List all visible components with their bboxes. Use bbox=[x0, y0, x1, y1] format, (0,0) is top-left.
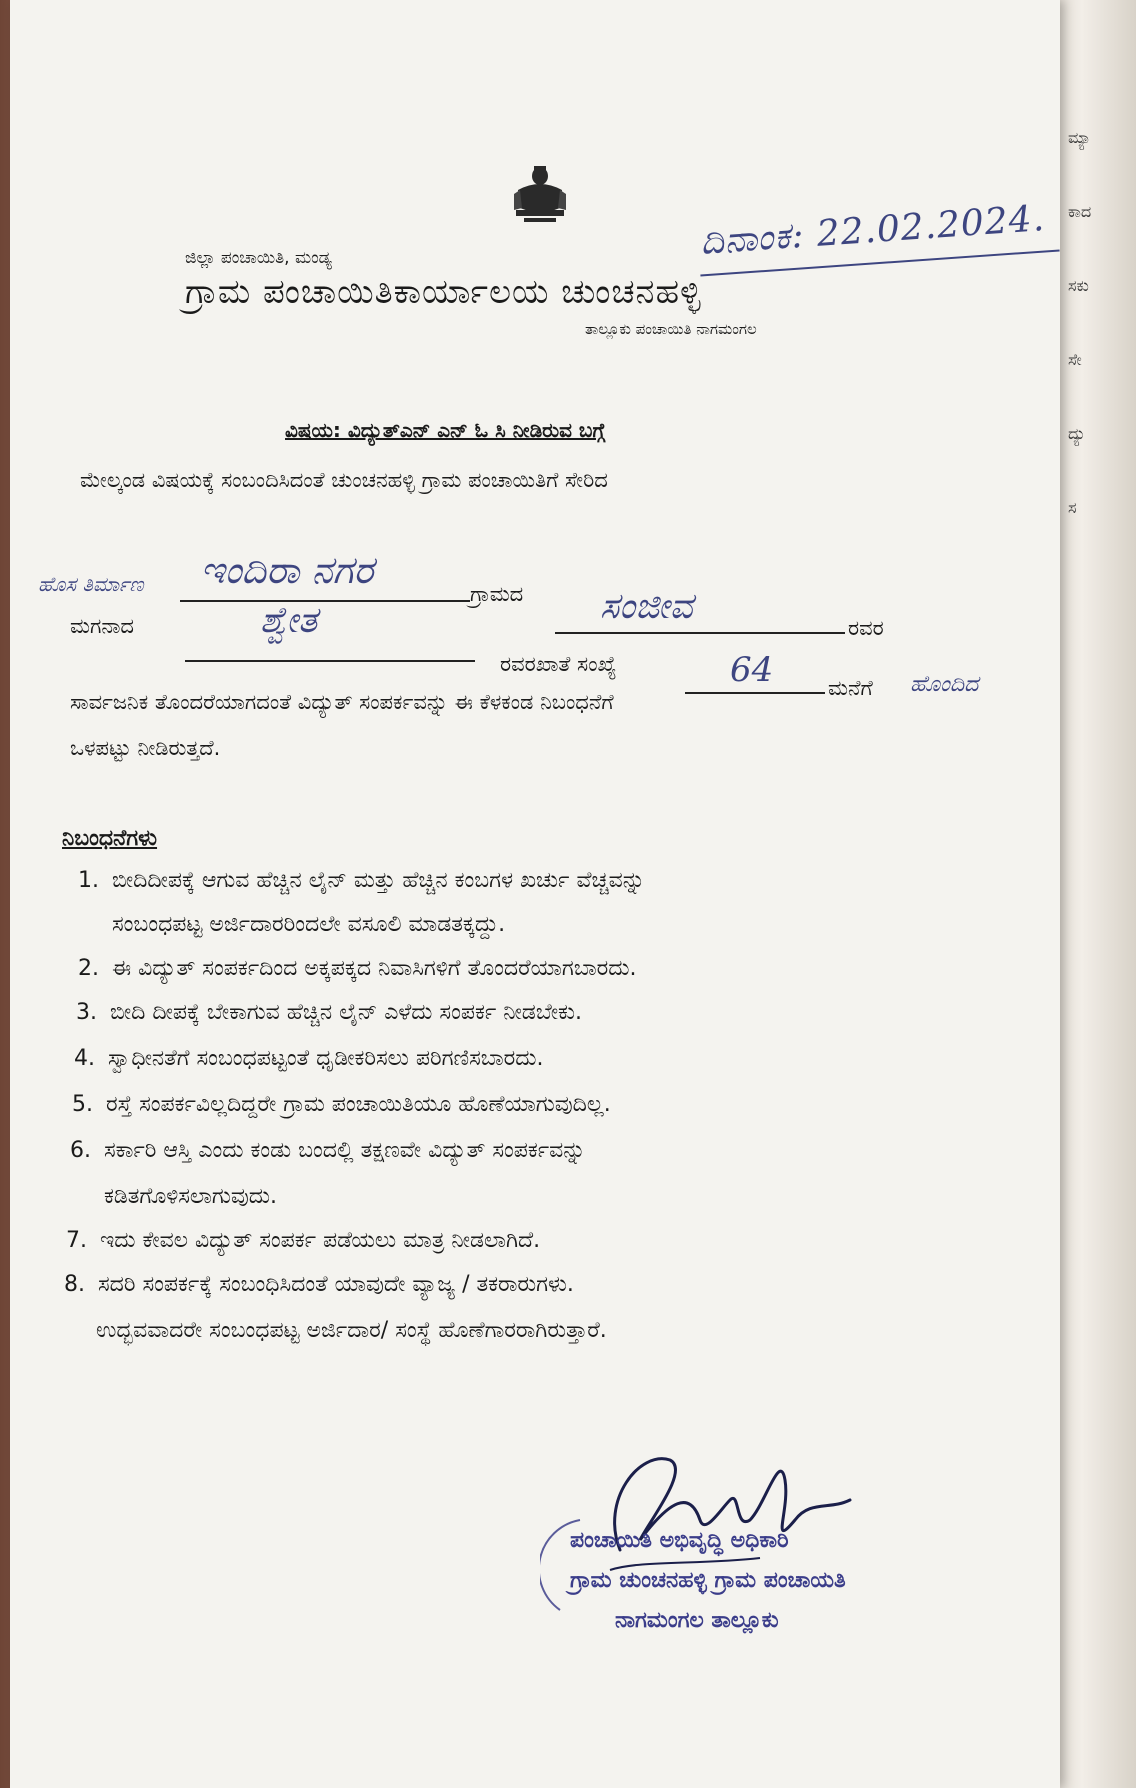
condition-text: ಸದರಿ ಸಂಪರ್ಕಕ್ಕೆ ಸಂಬಂಧಿಸಿದಂತೆ ಯಾವುದೇ ವ್ಯಾಜ್ಯ / ತಕರಾರುಗಳು. bbox=[98, 1272, 574, 1297]
blank-line-khate bbox=[685, 692, 825, 694]
condition-text: ಬೀದಿ ದೀಪಕ್ಕೆ ಬೇಕಾಗುವ ಹೆಚ್ಚಿನ ಲೈನ್ ಎಳೆದು ಸಂಪರ್ಕ ನೀಡಬೇಕು. bbox=[110, 1000, 582, 1025]
label-khate: ರವರಖಾತೆ ಸಂಖ್ಯೆ bbox=[500, 652, 617, 676]
body-line-1: ಮೇಲ್ಕಂಡ ವಿಷಯಕ್ಕೆ ಸಂಬಂದಿಸಿದಂತೆ ಚುಂಚನಹಳ್ಳಿ ಗ್ರಾಮ ಪಂಚಾಯಿತಿಗೆ ಸೇರಿದ bbox=[80, 468, 608, 492]
body-line-4: ಸಾರ್ವಜನಿಕ ತೊಂದರೆಯಾಗದಂತೆ ವಿದ್ಯುತ್ ಸಂಪರ್ಕವನ್ನು ಈ ಕೆಳಕಂಡ ನಿಬಂಧನೆಗೆ bbox=[70, 690, 614, 714]
condition-number: 5. bbox=[72, 1092, 93, 1117]
condition-item-6-cont bbox=[104, 1184, 277, 1209]
blank-line-father bbox=[555, 632, 845, 634]
condition-text: ಇದು ಕೇವಲ ವಿದ್ಯುತ್ ಸಂಪರ್ಕ ಪಡೆಯಲು ಮಾತ್ರ ನೀಡಲಾಗಿದೆ. bbox=[100, 1228, 541, 1253]
karnataka-state-emblem-icon bbox=[510, 160, 570, 230]
condition-text: ಈ ವಿದ್ಯುತ್ ಸಂಪರ್ಕದಿಂದ ಅಕ್ಕಪಕ್ಕದ ನಿವಾಸಿಗಳಿಗೆ ತೊಂದರೆಯಾಗಬಾರದು. bbox=[112, 956, 637, 981]
handwritten-khate-number: 64 bbox=[730, 650, 774, 690]
label-manege: ಮನೆಗೆ bbox=[828, 676, 873, 700]
blank-line-village bbox=[180, 600, 470, 602]
condition-item-1-cont bbox=[112, 912, 505, 937]
subject-line: ವಿಷಯ: ವಿದ್ಯುತ್ಎನ್ ಎನ್ ಓ ಸಿ ನೀಡಿರುವ ಬಗ್ಗೆ bbox=[285, 418, 606, 442]
signature-block bbox=[540, 1440, 960, 1660]
seal-officer-title: ಪಂಚಾಯಿತಿ ಅಭಿವೃದ್ಧಿ ಅಧಿಕಾರಿ bbox=[570, 1528, 789, 1553]
handwritten-manege: ಹೊಂದಿದ bbox=[910, 672, 979, 697]
condition-item-8-cont bbox=[96, 1318, 607, 1343]
condition-text: ರಸ್ತೆ ಸಂಪರ್ಕವಿಲ್ಲದಿದ್ದರೇ ಗ್ರಾಮ ಪಂಚಾಯಿತಿಯೂ ಹೊಣೆಯಾಗುವುದಿಲ್ಲ. bbox=[106, 1092, 611, 1117]
condition-number: 1. bbox=[78, 868, 99, 893]
condition-item-1 bbox=[78, 868, 645, 893]
label-ravara: ರವರ bbox=[848, 616, 884, 640]
conditions-heading: ನಿಬಂಧನೆಗಳು bbox=[62, 826, 158, 851]
handwritten-village-name: ಇಂದಿರಾ ನಗರ bbox=[200, 548, 374, 592]
condition-item-3 bbox=[76, 1000, 582, 1025]
condition-text: ಬೀದಿದೀಪಕ್ಕೆ ಆಗುವ ಹೆಚ್ಚಿನ ಲೈನ್ ಮತ್ತು ಹೆಚ್ಚಿನ ಕಂಬಗಳ ಖರ್ಚು ವೆಚ್ಚವನ್ನು bbox=[112, 868, 645, 893]
condition-number: 4. bbox=[74, 1046, 95, 1071]
condition-item-5 bbox=[72, 1092, 611, 1117]
taluk-panchayat-line: ತಾಲ್ಲೂಕು ಪಂಚಾಯಿತಿ ನಾಗಮಂಗಲ bbox=[585, 320, 757, 338]
side-snippet: ಸಕು bbox=[1068, 276, 1089, 295]
condition-number: 2. bbox=[78, 956, 99, 981]
label-maganada: ಮಗನಾದ bbox=[70, 614, 134, 638]
underlying-paper-text bbox=[1068, 130, 1128, 574]
condition-text: ಸಂಬಂಧಪಟ್ಟ ಅರ್ಜಿದಾರರಿಂದಲೇ ವಸೂಲಿ ಮಾಡತಕ್ಕದ್ದು. bbox=[112, 912, 506, 937]
condition-text: ಸರ್ಕಾರಿ ಆಸ್ತಿ ಎಂದು ಕಂಡು ಬಂದಲ್ಲಿ ತಕ್ಷಣವೇ ವಿದ್ಯುತ್ ಸಂಪರ್ಕವನ್ನು bbox=[104, 1138, 586, 1163]
condition-number: 6. bbox=[70, 1138, 91, 1163]
condition-number: 3. bbox=[76, 1000, 97, 1025]
handwritten-date: ದಿನಾಂಕ: 22.02.2024. bbox=[698, 198, 1047, 263]
condition-text: ಕಡಿತಗೊಳಿಸಲಾಗುವುದು. bbox=[104, 1184, 277, 1209]
condition-text: ಉದ್ಭವವಾದರೇ ಸಂಬಂಧಪಟ್ಟ ಅರ್ಜಿದಾರ/ ಸಂಸ್ಥೆ ಹೊಣೆಗಾರರಾಗಿರುತ್ತಾರೆ. bbox=[96, 1318, 607, 1343]
condition-number: 7. bbox=[66, 1228, 87, 1253]
condition-item-8 bbox=[64, 1272, 574, 1297]
office-title-text: ಗ್ರಾಮ ಪಂಚಾಯಿತಿಕಾರ್ಯಾಲಯ ಚುಂಚನಹಳ್ಳಿ bbox=[185, 272, 702, 312]
blank-line-name bbox=[185, 660, 475, 662]
document-page bbox=[10, 0, 1060, 1788]
condition-item-7 bbox=[66, 1228, 540, 1253]
seal-panchayat-name: ಗ್ರಾಮ ಚುಂಚನಹಳ್ಳಿ ಗ್ರಾಮ ಪಂಚಾಯತಿ bbox=[570, 1568, 846, 1593]
condition-item-6 bbox=[70, 1138, 586, 1163]
side-snippet: ಸ bbox=[1068, 498, 1077, 517]
handwritten-village-prefix: ಹೊಸ ತಿರ್ಮಾಣ bbox=[38, 572, 144, 596]
handwritten-applicant-name: ಶ್ವೇತ bbox=[260, 600, 318, 641]
handwritten-father-name: ಸಂಜೀವ bbox=[600, 586, 693, 627]
condition-item-2 bbox=[78, 956, 636, 981]
condition-item-4 bbox=[74, 1046, 543, 1071]
zilla-panchayat-line: ಜಿಲ್ಲಾ ಪಂಚಾಯಿತಿ, ಮಂಡ್ಯ bbox=[185, 248, 332, 268]
body-line-5: ಒಳಪಟ್ಟು ನೀಡಿರುತ್ತದೆ. bbox=[70, 736, 221, 760]
condition-number: 8. bbox=[64, 1272, 85, 1297]
office-title bbox=[185, 272, 702, 312]
side-snippet: ಸೇ bbox=[1068, 350, 1082, 369]
side-snippet: ಮ್ಯಾ bbox=[1068, 128, 1092, 147]
seal-taluk: ನಾಗಮಂಗಲ ತಾಲ್ಲೂಕು bbox=[615, 1608, 779, 1633]
side-snippet: ದ್ಯು bbox=[1068, 424, 1086, 443]
condition-text: ಸ್ವಾಧೀನತೆಗೆ ಸಂಬಂಧಪಟ್ಟಂತೆ ಧೃಡೀಕರಿಸಲು ಪರಿಗಣಿಸಬಾರದು. bbox=[108, 1046, 544, 1071]
side-snippet: ಕಾದ bbox=[1068, 202, 1092, 221]
label-gramada: ಗ್ರಾಮದ bbox=[470, 582, 524, 606]
